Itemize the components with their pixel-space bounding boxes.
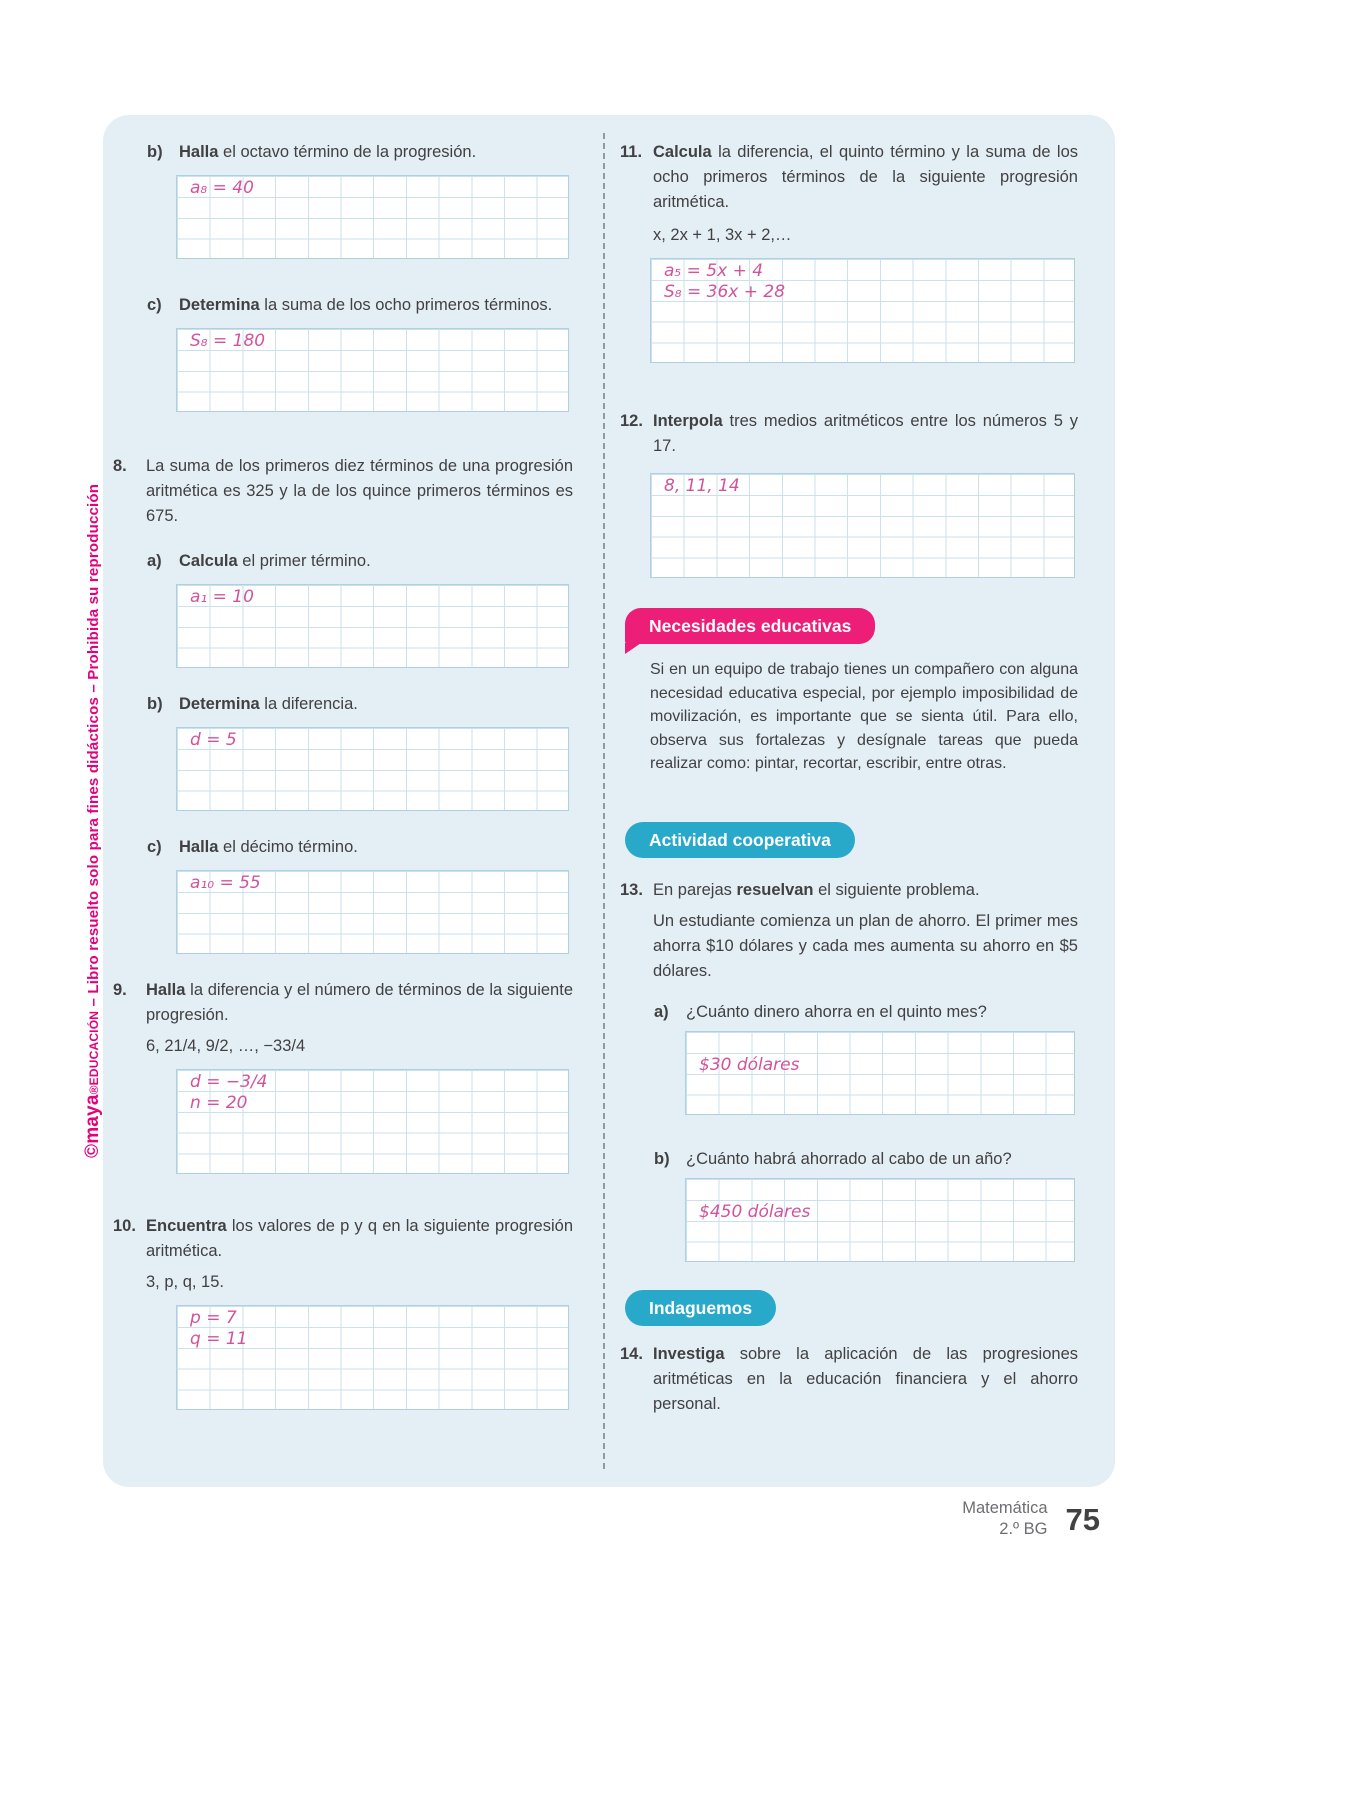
exercise-8: [113, 454, 573, 529]
grade-label: 2.º BG: [999, 1520, 1048, 1538]
item-keyword: Determina: [179, 695, 260, 713]
exercise-text: [146, 978, 573, 1028]
sequence-9: 6, 21/4, 9/2, …, −33/4: [146, 1037, 306, 1055]
exercise-number: 11.: [620, 143, 643, 161]
right-column: [620, 115, 1078, 1417]
item-keyword: Halla: [146, 981, 186, 999]
item-keyword: resuelvan: [736, 880, 814, 899]
cooperative-activity-badge: [625, 822, 855, 858]
exercise-text: [653, 1342, 1078, 1417]
exercise-text: La suma de los primeros diez términos de una progresión aritmética es 325 y la de los quince primeros términos es 675.: [146, 457, 573, 525]
item-rest: sobre la aplicación de las progresiones aritméticas en la educación financiera y el ahorro personal.: [653, 1344, 1078, 1413]
item-rest: el primer término.: [237, 552, 371, 570]
handwritten-answer: $30 dólares: [699, 1054, 800, 1075]
item-letter: a): [654, 1002, 669, 1021]
item-letter: b): [147, 143, 163, 161]
item-text: [179, 549, 573, 574]
item-rest: tres medios aritméticos entre los números 5 y 17.: [653, 412, 1078, 455]
item-rest: el octavo término de la progresión.: [218, 143, 477, 161]
answer-grid-7b: [176, 175, 569, 259]
footer-meta: [962, 1498, 1047, 1540]
answer-grid-11: [650, 258, 1075, 363]
item-letter: c): [147, 296, 162, 314]
badge-label: Actividad cooperativa: [649, 829, 831, 850]
item-keyword: Calcula: [179, 552, 238, 570]
coop-badge-wrap: [620, 822, 1078, 858]
exercise-number: 14.: [620, 1344, 643, 1363]
exercise-13b: [620, 1147, 1078, 1172]
item-rest: la suma de los ocho primeros términos.: [259, 296, 553, 314]
answer-grid-9: [176, 1069, 569, 1174]
item-keyword: Determina: [179, 296, 260, 314]
content-panel: [103, 115, 1115, 1487]
exercise-number: 13.: [620, 880, 643, 899]
answer-grid-13a: [685, 1031, 1075, 1115]
exercise-13a: [620, 1000, 1078, 1025]
handwritten-answer: d = −3/4: [190, 1072, 268, 1092]
exercise-13-body: Un estudiante comienza un plan de ahorro. El primer mes ahorra $10 dólares y cada mes aumenta su ahorro en $5 dólares.: [653, 911, 1078, 980]
handwritten-answer: S₈ = 180: [190, 331, 266, 351]
page-number: 75: [1065, 1501, 1100, 1537]
handwritten-answer: S₈ = 36x + 28: [664, 282, 786, 302]
copyright-text: – Libro resuelto solo para fines didácticos – Prohibida su reproducción: [85, 483, 102, 1011]
item-keyword: Halla: [179, 838, 219, 856]
answer-grid-8b: [176, 727, 569, 811]
handwritten-answer: a₁₀ = 55: [190, 873, 261, 893]
handwritten-answer: p = 7: [190, 1308, 237, 1328]
answer-grid-13b: [685, 1178, 1075, 1262]
item-keyword: Interpola: [653, 412, 723, 430]
item-rest: el siguiente problema.: [813, 880, 980, 899]
exercise-number: 9.: [113, 981, 127, 999]
exercise-12: [620, 409, 1078, 459]
item-text: [179, 835, 573, 860]
exercise-number: 8.: [113, 457, 127, 475]
item-letter: b): [654, 1149, 670, 1168]
left-column: [113, 115, 573, 1410]
exercise-10: [113, 1214, 573, 1264]
answer-grid-8c: [176, 870, 569, 954]
handwritten-answer: n = 20: [190, 1093, 248, 1113]
item-rest: la diferencia y el número de términos de la siguiente progresión.: [146, 981, 573, 1024]
item-rest: los valores de p y q en la siguiente progresión aritmética.: [146, 1217, 573, 1260]
exercise-13: [620, 878, 1078, 903]
sequence-11: x, 2x + 1, 3x + 2,…: [653, 226, 792, 244]
handwritten-answer: a₁ = 10: [190, 587, 254, 607]
handwritten-answer: 8, 11, 14: [664, 476, 740, 496]
item-text: ¿Cuánto habrá ahorrado al cabo de un año?: [686, 1149, 1012, 1168]
item-rest: el décimo término.: [218, 838, 358, 856]
brand-suffix: ®EDUCACIÓN: [87, 1010, 101, 1095]
exercise-8c: [113, 835, 573, 860]
item-text: [179, 293, 573, 318]
exercise-text: [653, 140, 1078, 215]
exercise-text: [146, 1214, 573, 1264]
badge-label: Indaguemos: [649, 1297, 753, 1318]
item-text: [179, 140, 573, 165]
handwritten-answer: q = 11: [190, 1329, 248, 1349]
exercise-9: [113, 978, 573, 1028]
column-divider: [603, 133, 605, 1469]
exercise-number: 10.: [113, 1217, 136, 1235]
handwritten-answer: d = 5: [190, 730, 237, 750]
item-keyword: Calcula: [653, 143, 712, 161]
item-rest: la diferencia.: [259, 695, 358, 713]
answer-grid-7c: [176, 328, 569, 412]
handwritten-answer: a₈ = 40: [190, 178, 254, 198]
item-keyword: Halla: [179, 143, 219, 161]
handwritten-answer: a₅ = 5x + 4: [664, 261, 764, 281]
exercise-7b: [113, 140, 573, 165]
exercise-11: [620, 140, 1078, 215]
answer-grid-8a: [176, 584, 569, 668]
item-rest: la diferencia, el quinto término y la suma de los ocho primeros términos de la siguiente progresión aritmética.: [653, 143, 1078, 211]
item-keyword: Encuentra: [146, 1217, 227, 1235]
exercise-7c: [113, 293, 573, 318]
badge-tail: [625, 643, 641, 654]
exercise-14: [620, 1342, 1078, 1417]
exercise-8a: [113, 549, 573, 574]
page-footer: [800, 1498, 1100, 1540]
item-text: [179, 692, 573, 717]
exercise-text: [653, 878, 1078, 903]
sequence-10: 3, p, q, 15.: [146, 1273, 224, 1291]
item-letter: b): [147, 695, 163, 713]
handwritten-answer: $450 dólares: [699, 1201, 811, 1222]
item-letter: c): [147, 838, 162, 856]
special-needs-badge: [625, 608, 875, 644]
answer-grid-12: [650, 473, 1075, 578]
special-needs-note: Si en un equipo de trabajo tienes un compañero con alguna necesidad educativa especial, por ejemplo imposibilidad de movilización, es importante que se sienta útil. Para ello, observa sus fortalezas y desígnale tareas que pueda realizar como: pintar, recortar, escribir, entre otras.: [650, 661, 1078, 772]
inquiry-badge-wrap: [620, 1290, 1078, 1326]
brand-logo: ©maya: [82, 1094, 103, 1158]
answer-grid-10: [176, 1305, 569, 1410]
subject-label: Matemática: [962, 1499, 1048, 1517]
badge-label: Necesidades educativas: [649, 616, 852, 636]
exercise-8b: [113, 692, 573, 717]
item-pre: En parejas: [653, 880, 737, 899]
item-text: ¿Cuánto dinero ahorra en el quinto mes?: [686, 1002, 987, 1021]
exercise-number: 12.: [620, 412, 643, 430]
item-letter: a): [147, 552, 162, 570]
note-badge-wrap: [620, 608, 1078, 644]
exercise-text: [653, 409, 1078, 459]
item-keyword: Investiga: [653, 1344, 725, 1363]
inquiry-badge: [625, 1290, 776, 1326]
